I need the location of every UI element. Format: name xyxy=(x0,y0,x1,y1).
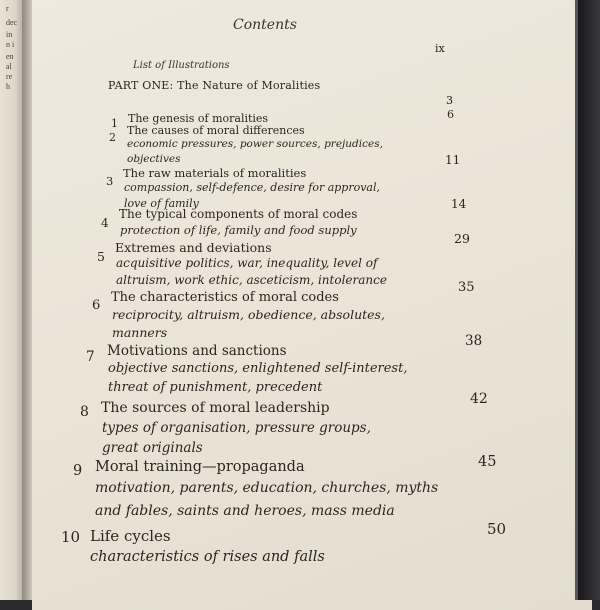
entry-subtopic: altruism, work ethic, asceticism, intolerance xyxy=(116,273,387,287)
entry-page: 29 xyxy=(454,231,470,246)
entry-page: 14 xyxy=(451,197,467,211)
entry-subtopic: economic pressures, power sources, prejudices, xyxy=(127,138,383,150)
entry-subtopic: and fables, saints and heroes, mass media xyxy=(95,503,395,519)
entry-subtopic: objective sanctions, enlightened self-interest, xyxy=(108,361,408,376)
entry-page: 35 xyxy=(458,280,475,295)
entry-subtopic: characteristics of rises and falls xyxy=(90,549,325,565)
entry-title: Moral training—propaganda xyxy=(95,459,305,475)
left-page-fragment: n i xyxy=(6,40,15,49)
page-title: Contents xyxy=(233,17,297,33)
entry-number: 5 xyxy=(97,249,105,264)
left-page-fragment: en xyxy=(6,52,14,61)
entry-number: 6 xyxy=(92,298,101,313)
entry-page: 45 xyxy=(478,454,497,470)
part-heading: PART ONE: The Nature of Moralities xyxy=(108,79,321,92)
left-page-edge xyxy=(0,0,22,600)
left-page-fragment: r xyxy=(6,4,9,13)
entry-subtopic: acquisitive politics, war, inequality, level of xyxy=(116,256,378,270)
entry-number: 1 xyxy=(111,117,118,130)
entry-title: The raw materials of moralities xyxy=(123,166,307,180)
entry-subtopic: reciprocity, altruism, obedience, absolutes, xyxy=(112,307,385,322)
book-gutter xyxy=(22,0,32,600)
left-page-fragment: in xyxy=(6,30,13,39)
left-page-fragment: al xyxy=(6,62,12,71)
entry-subtopic: types of organisation, pressure groups, xyxy=(102,420,371,436)
entry-number: 2 xyxy=(109,131,116,144)
entry-number: 3 xyxy=(106,174,114,188)
entry-title: Life cycles xyxy=(90,527,171,545)
entry-subtopic: manners xyxy=(112,325,168,340)
entry-subtopic: motivation, parents, education, churches, myths xyxy=(95,480,439,496)
entry-subtopic: protection of life, family and food supply xyxy=(120,223,357,237)
entry-subtopic: great originals xyxy=(102,440,203,456)
left-page-fragment: re xyxy=(6,72,13,81)
entry-title: The causes of moral differences xyxy=(127,124,305,137)
entry-number: 10 xyxy=(61,528,81,546)
entry-title: Extremes and deviations xyxy=(115,240,272,255)
entry-page: 38 xyxy=(465,333,483,349)
list-of-illustrations-label: List of Illustrations xyxy=(133,60,230,71)
entry-number: 8 xyxy=(80,404,89,420)
entry-page: 50 xyxy=(487,520,507,538)
left-page-fragment: dec xyxy=(6,18,18,27)
entry-title: The genesis of moralities xyxy=(128,112,269,125)
entry-page: 42 xyxy=(470,391,488,407)
entry-subtopic: love of family xyxy=(124,197,199,210)
entry-subtopic: compassion, self-defence, desire for approval, xyxy=(124,181,381,194)
entry-title: Motivations and sanctions xyxy=(107,343,287,359)
list-of-illustrations-page: ix xyxy=(435,42,445,55)
entry-page: 11 xyxy=(445,153,461,167)
entry-number: 9 xyxy=(73,463,83,479)
entry-number: 4 xyxy=(101,216,109,230)
entry-number: 7 xyxy=(86,349,95,365)
entry-subtopic: objectives xyxy=(127,153,181,165)
entry-page: 3 xyxy=(446,94,453,107)
left-page-fragment: h xyxy=(6,82,10,91)
book-cover xyxy=(578,0,600,600)
entry-title: The characteristics of moral codes xyxy=(111,290,339,305)
entry-subtopic: threat of punishment, precedent xyxy=(108,380,323,395)
entry-title: The sources of moral leadership xyxy=(101,400,330,416)
entry-title: The typical components of moral codes xyxy=(119,207,358,221)
entry-page: 6 xyxy=(447,108,454,121)
